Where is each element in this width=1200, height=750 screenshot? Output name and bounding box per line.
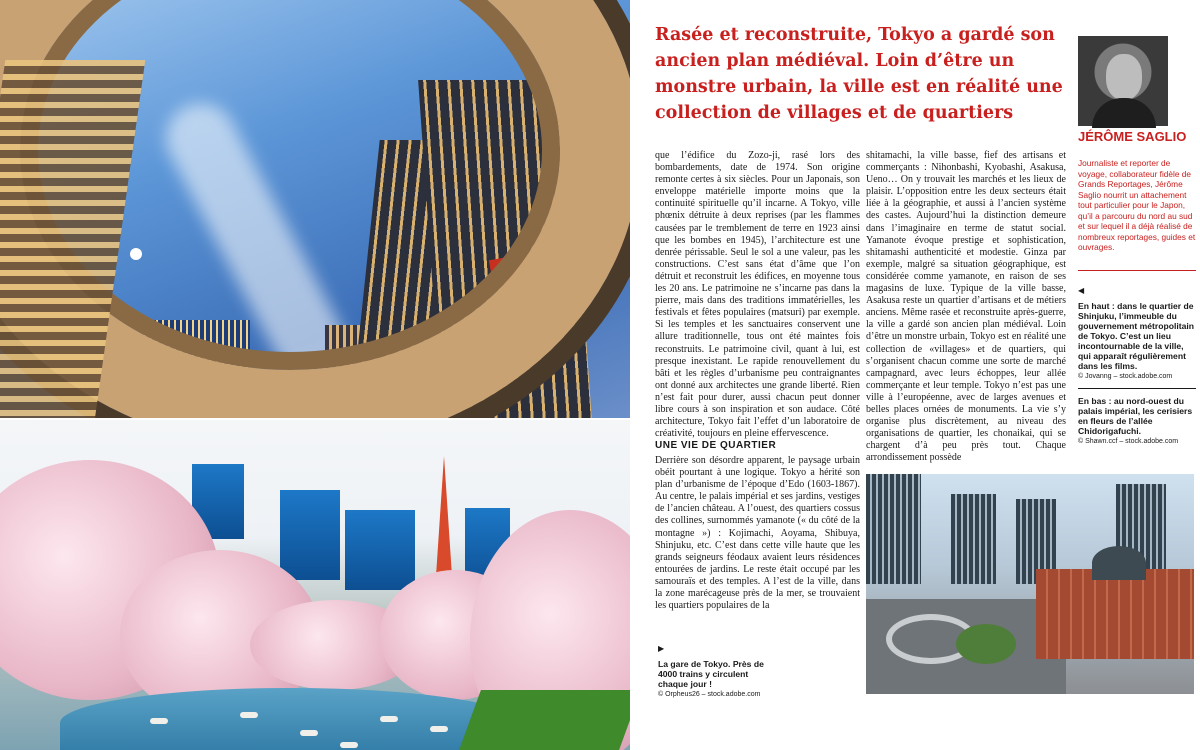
author-name: JÉRÔME SAGLIO: [1078, 129, 1187, 144]
author-face: [1106, 54, 1142, 100]
divider: [1078, 270, 1196, 271]
rowboat: [380, 716, 398, 722]
tokyo-tower: [436, 456, 452, 576]
author-bio: Journaliste et reporter de voyage, collaborateur fidèle de Grands Reportages, Jérôme Saglio nourrit un attachement tout particulier pour le Japon, qu’il a parcouru du nord au sud et sur lequel il a déjà réalisé de nombreux reportages, guides et ouvrages.: [1078, 158, 1196, 252]
arrow-right-icon: ▶: [658, 644, 665, 653]
author-shirt: [1092, 98, 1156, 128]
rowboat: [430, 726, 448, 732]
rowboat: [240, 712, 258, 718]
photo-tokyo-station: [866, 474, 1194, 694]
headline: Rasée et reconstruite, Tokyo a gardé son ancien plan médiéval. Loin d’être un monstre urbain, la ville est en réalité une collection de villages et de quartiers: [655, 25, 1063, 123]
rowboat: [150, 718, 168, 724]
photo-chidorigafuchi-cherry-blossoms: [0, 420, 630, 750]
photo-credit: © Orpheus26 – stock.adobe.com: [658, 691, 761, 698]
tokyo-station-building: [1036, 569, 1194, 659]
caption-bottom-photo: [1078, 396, 1196, 447]
caption-text: En bas : au nord-ouest du palais impérial, les cerisiers en fleurs de l’allée Chidorigafuchi.: [1078, 396, 1193, 436]
caption-text: La gare de Tokyo. Près de 4000 trains y circulent chaque jour !: [658, 659, 764, 689]
body-column-1: que l’édifice du Zozo-ji, rasé lors des bombardements, date de 1974. Son origine remonte certes à six siècles. Pour un Japonais, son enveloppe matérielle importe moins que la continuité spirituelle qu’il incarne. A Tokyo, ville phœnix détruite à deux reprises (par les flammes causées par le tremblement de terre en 1923 ainsi que les bombes en 1945), l’architecture est une denrée périssable. Seul le sol a une valeur, pas les constructions. C’est sans état d’âme que l’on détruit et reconstruit les édifices, en moyenne tous les 20 ans. Le patrimoine ne s’incarne pas dans la pierre, mais dans des traditions immatérielles, les festivals et fêtes populaires (matsuri) par exemple. Si les temples et les sanctuaires conservent une allure traditionnelle, tous ont été maintes fois reconstruits. Le patrimoine civil, quant à lui, est presque inexistant. Le rapide renouvellement du bâti et les règles d’urbanisme peu contraignantes ont donné aux architectes une grande liberté. Rien n’est fait pour durer, aussi chacun peut donner libre cours à son inspiration et son audace. Côté architecture, Tokyo fait l’effet d’un laboratoire de créativité, toujours en pleine effervescence.: [655, 150, 860, 440]
body-column-3: shitamachi, la ville basse, fief des artisans et commerçants : Nihonbashi, Kyobashi, Asakusa, Ueno… On y trouvait les marchés et les lieux de plaisir. L’opposition entre les deux secteurs était liée à la géographie, et aussi à l’ancien système des castes. Aujourd’hui la distinction demeure dans l’imaginaire en terme de statut social. Yamanote évoque prestige et sophistication, shitamashi authenticité et modestie. Ginza par exemple, malgré sa situation géographique, est considérée comme yamanote, en raison de ses magasins de luxe. Typique de la ville basse, Asakusa reste un quartier d’artisans et de métiers anciens. Même rasée et reconstruite après-guerre, la ville a gardé son ancien plan médiéval. Loin d’être un monstre urbain, Tokyo est en réalité une collection de «villages» et de quartiers, qui s’organisent chacun comme une sorte de marché campagnard, avec leurs échoppes, leur allée commerçante et leur temple. Tokyo n’est pas une ville à l’européenne, avec de larges avenues et belles places ornées de monuments. La vie s’y organise plus discrètement, au niveau des organisations de quartier, les chonaikai, qui se chargent d’à peu près tout. Chaque arrondissement possède: [866, 150, 1066, 464]
body-column-2: Derrière son désordre apparent, le paysage urbain obéit pourtant à une logique. Tokyo a hérité son plan d’urbanisme de l’époque d’Edo (1603-1867). Au centre, le palais impérial et ses jardins, vestiges de l’ancien château. A l’ouest, des quartiers cossus des collines, surnommés yamanote (« du côté de la montagne ») : Kojimachi, Aoyama, Shibuya, Shinjuku, etc. C’est dans cette ville haute que les grands seigneurs féodaux avaient leurs résidences entourées de jardins. Le reste était occupé par les samouraïs et des temples. A l’est de la ville, dans la zone marécageuse près de la mer, se trouvaient les quartiers populaires de la: [655, 455, 860, 612]
section-subheading: UNE VIE DE QUARTIER: [655, 440, 777, 451]
grass-bank: [459, 690, 630, 750]
arrow-left-icon: ◀: [1078, 286, 1085, 295]
station-dome: [1092, 546, 1146, 580]
photo-credit: © Shawn.ccf – stock.adobe.com: [1078, 438, 1179, 445]
building: [280, 490, 340, 580]
photo-shinjuku-skyscrapers: [0, 0, 630, 418]
building: [345, 510, 415, 590]
office-tower: [951, 494, 996, 584]
trees: [956, 624, 1016, 664]
caption-station-photo: [658, 644, 778, 700]
rowboat: [300, 730, 318, 736]
office-tower: [866, 474, 921, 584]
rowboat: [340, 742, 358, 748]
divider: [1078, 388, 1196, 389]
caption-text: En haut : dans le quartier de Shinjuku, l’immeuble du gouvernement métropolitain de Tokyo. C’est un lieu incontournable de la ville, qui apparaît régulièrement dans les films.: [1078, 301, 1195, 371]
caption-top-photo: [1078, 286, 1196, 382]
photo-credit: © Jovanng – stock.adobe.com: [1078, 373, 1173, 380]
moat-water: [60, 688, 520, 750]
author-portrait: [1078, 36, 1168, 126]
